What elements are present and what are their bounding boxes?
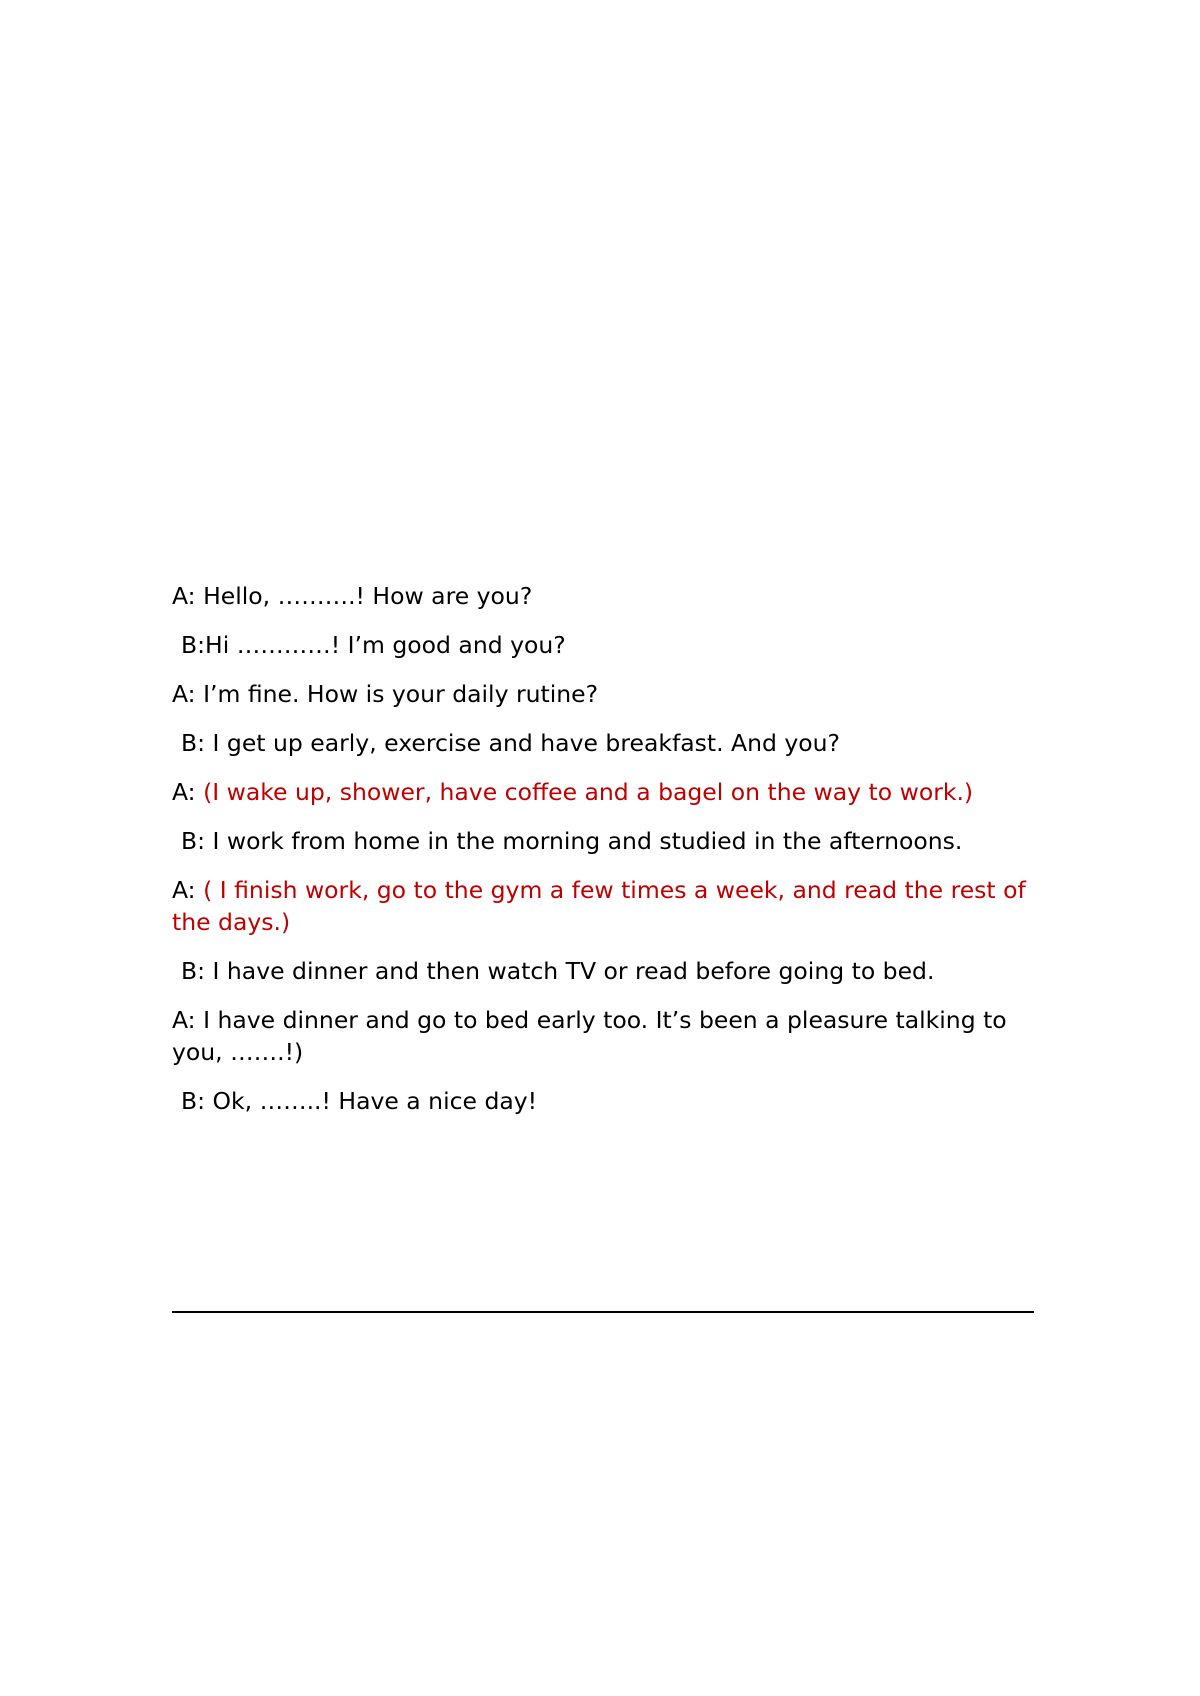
dialogue-line xyxy=(172,727,1034,759)
speaker-label: B: xyxy=(181,729,206,757)
dialogue-line xyxy=(172,678,1034,710)
line-text: I have dinner and then watch TV or read before going to bed. xyxy=(205,957,935,985)
dialogue xyxy=(172,580,1034,1134)
speaker-label: A: xyxy=(172,876,196,904)
line-text: Hi …………! I’m good and you? xyxy=(205,631,566,659)
line-text: Hello, ……….! How are you? xyxy=(195,582,533,610)
speaker-label: A: xyxy=(172,778,196,806)
line-text: I get up early, exercise and have breakfast. And you? xyxy=(205,729,841,757)
line-text: Ok, ……..! Have a nice day! xyxy=(205,1087,538,1115)
speaker-label: A: xyxy=(172,1006,196,1034)
speaker-label: B: xyxy=(181,827,206,855)
horizontal-rule xyxy=(172,1311,1034,1313)
dialogue-line xyxy=(172,1085,1034,1117)
speaker-label: B: xyxy=(181,631,206,659)
speaker-label: A: xyxy=(172,680,196,708)
line-text: I work from home in the morning and studied in the afternoons. xyxy=(205,827,963,855)
line-text xyxy=(196,876,203,904)
dialogue-line xyxy=(172,955,1034,987)
dialogue-line xyxy=(172,629,1034,661)
speaker-label: A: xyxy=(172,582,196,610)
answer-text: (I wake up, shower, have coffee and a bagel on the way to work.) xyxy=(203,778,974,806)
answer-text: ( I finish work, go to the gym a few times a week, and read the rest of the days.) xyxy=(172,876,1026,936)
dialogue-line xyxy=(172,825,1034,857)
dialogue-line xyxy=(172,776,1034,808)
speaker-label: B: xyxy=(181,957,206,985)
dialogue-line xyxy=(172,580,1034,612)
line-text xyxy=(196,778,203,806)
dialogue-line xyxy=(172,874,1034,938)
dialogue-line xyxy=(172,1004,1034,1068)
line-text: I have dinner and go to bed early too. It’s been a pleasure talking to you, …….!) xyxy=(172,1006,1007,1066)
speaker-label: B: xyxy=(181,1087,206,1115)
line-text: I’m fine. How is your daily rutine? xyxy=(195,680,599,708)
